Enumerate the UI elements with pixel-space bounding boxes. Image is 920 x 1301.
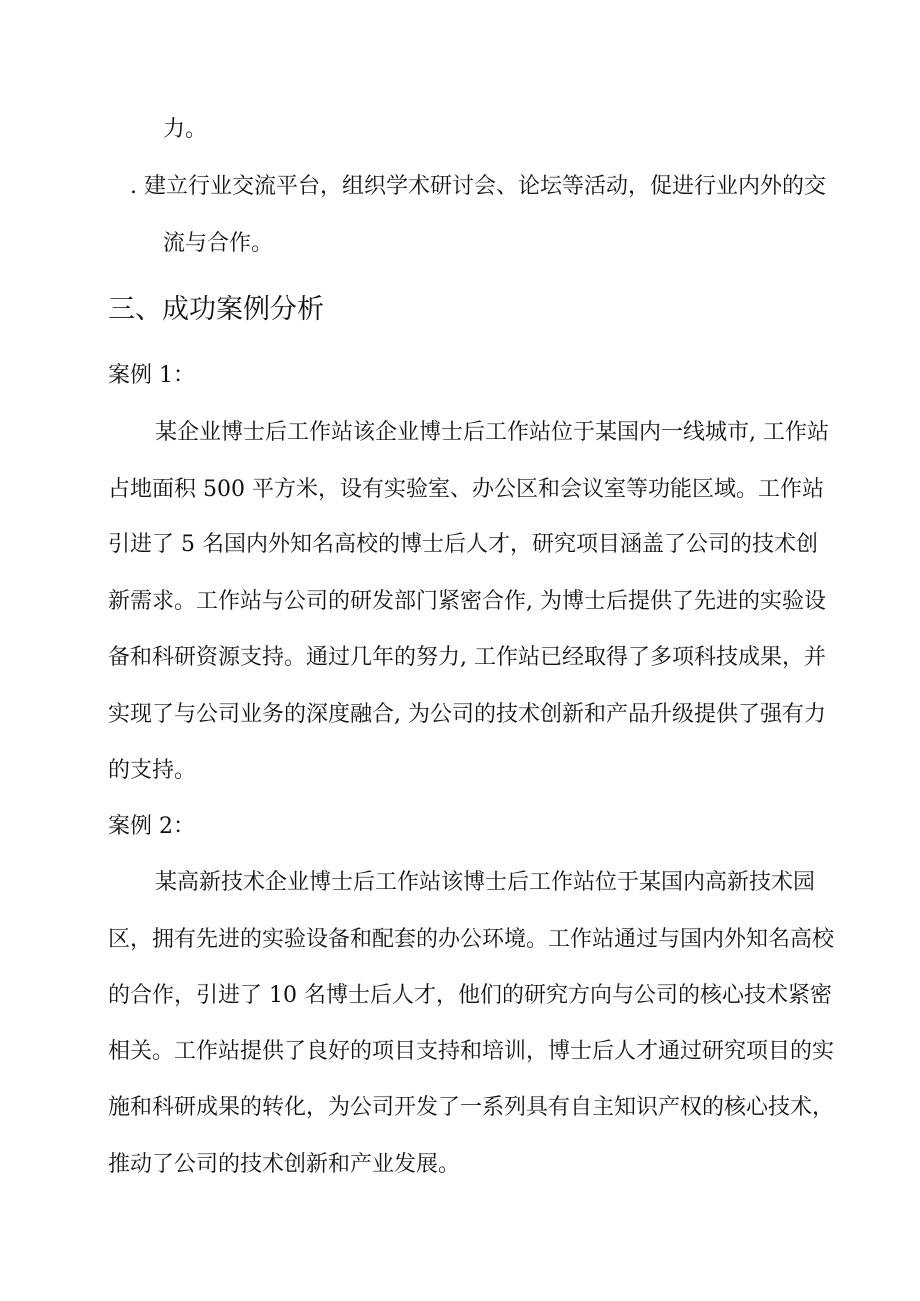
case1-paragraph-line: 某企业博士后工作站该企业博士后工作站位于某国内一线城市, 工作站 (155, 420, 829, 445)
case1-paragraph-line: 新需求。工作站与公司的研发部门紧密合作, 为博士后提供了先进的实验设 (108, 589, 826, 614)
case2-paragraph-line: 相关。工作站提供了良好的项目支持和培训，博士后人才通过研究项目的实 (108, 1039, 835, 1064)
case2-label: 案例 2： (108, 814, 195, 839)
section-heading: 三、成功案例分析 (108, 294, 324, 325)
intro-line: 力。 (163, 117, 208, 142)
case2-paragraph-line: 施和科研成果的转化，为公司开发了一系列具有自主知识产权的核心技术， (108, 1095, 835, 1120)
case2-paragraph-line: 的合作，引进了 10 名博士后人才，他们的研究方向与公司的核心技术紧密 (108, 983, 832, 1008)
list-item-line2: 流与合作。 (163, 231, 274, 256)
case1-paragraph-line: 引进了 5 名国内外知名高校的博士后人才，研究项目涵盖了公司的技术创 (108, 532, 818, 557)
case2-paragraph-line: 区，拥有先进的实验设备和配套的办公环境。工作站通过与国内外知名高校 (108, 927, 835, 952)
case1-paragraph-line: 备和科研资源支持。通过几年的努力, 工作站已经取得了多项科技成果，并 (108, 645, 826, 670)
case1-label: 案例 1： (108, 363, 195, 388)
case2-paragraph-line: 某高新技术企业博士后工作站该博士后工作站位于某国内高新技术园 (155, 870, 816, 895)
list-item-line1: . 建立行业交流平台，组织学术研讨会、论坛等活动，促进行业内外的交 (130, 174, 826, 199)
case2-paragraph-line: 推动了公司的技术创新和产业发展。 (108, 1152, 461, 1177)
case1-paragraph-line: 占地面积 500 平方米，设有实验室、办公区和会议室等功能区域。工作站 (108, 477, 824, 502)
case1-paragraph-line: 实现了与公司业务的深度融合, 为公司的技术创新和产品升级提供了强有力 (108, 702, 826, 727)
case1-paragraph-line: 的支持。 (108, 758, 197, 783)
